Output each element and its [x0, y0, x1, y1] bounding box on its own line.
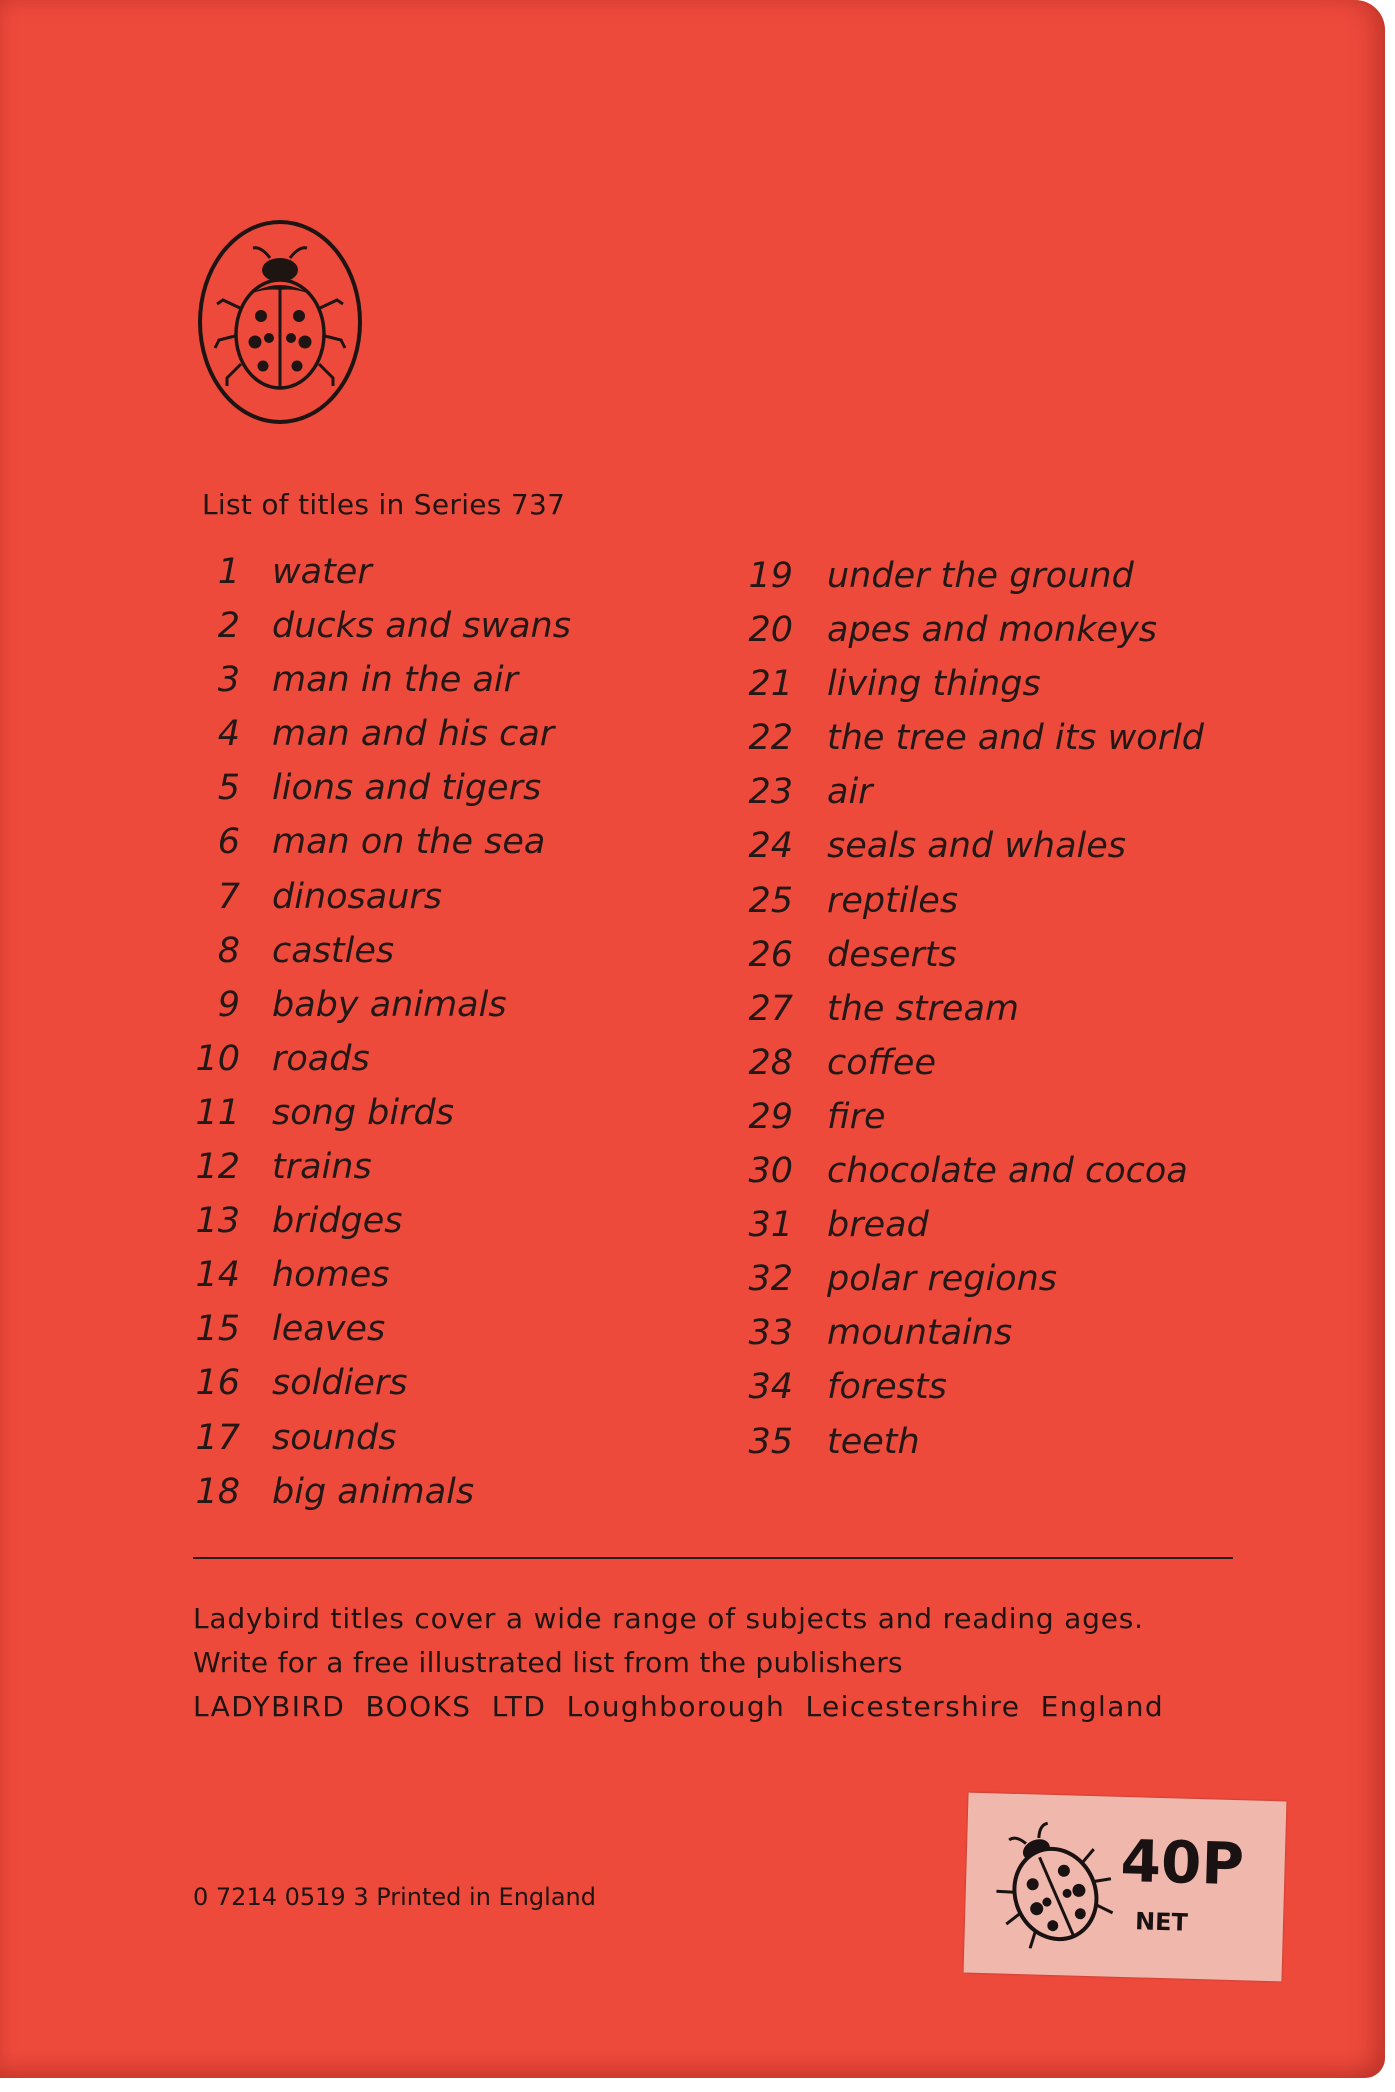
title-name: ducks and swans	[272, 606, 571, 647]
title-number: 11	[195, 1092, 240, 1133]
title-item	[186, 1363, 571, 1417]
title-number: 19	[748, 556, 793, 596]
title-number: 32	[748, 1259, 793, 1300]
title-item	[186, 1418, 571, 1472]
title-item	[186, 1309, 571, 1363]
title-number: 1	[217, 552, 240, 592]
title-name: soldiers	[272, 1363, 408, 1404]
title-item	[736, 881, 1204, 935]
publisher-address: LADYBIRD BOOKS LTD Loughborough Leicestershire England	[193, 1690, 1165, 1723]
title-number: 10	[195, 1038, 240, 1079]
title-item	[186, 1255, 571, 1309]
title-item	[736, 772, 1204, 826]
info-line-request: Write for a free illustrated list from the publishers	[193, 1646, 903, 1679]
title-name: forests	[827, 1367, 947, 1408]
title-item	[186, 1039, 571, 1093]
title-number: 22	[748, 718, 793, 759]
title-item	[736, 1097, 1204, 1151]
title-number: 4	[217, 714, 240, 755]
title-item	[736, 1043, 1204, 1097]
title-name: sounds	[272, 1417, 397, 1458]
title-item	[186, 822, 571, 876]
title-name: under the ground	[827, 556, 1134, 596]
title-name: apes and monkeys	[827, 610, 1157, 651]
info-line-subjects: Ladybird titles cover a wide range of subjects and reading ages.	[193, 1602, 1144, 1635]
title-item	[736, 664, 1204, 718]
title-number: 31	[748, 1205, 793, 1246]
price-sticker	[964, 1793, 1287, 1982]
title-number: 14	[195, 1255, 240, 1296]
title-number: 15	[195, 1309, 240, 1350]
title-name: trains	[272, 1147, 372, 1188]
title-name: living things	[827, 664, 1041, 705]
isbn-line: 0 7214 0519 3 Printed in England	[193, 1883, 596, 1911]
title-name: castles	[272, 930, 395, 971]
title-number: 35	[748, 1421, 793, 1462]
divider-rule	[193, 1557, 1233, 1559]
title-name: mountains	[827, 1313, 1013, 1354]
title-item	[736, 718, 1204, 772]
title-item	[186, 1201, 571, 1255]
title-item	[736, 935, 1204, 989]
title-name: seals and whales	[827, 826, 1127, 867]
title-item	[186, 1472, 571, 1526]
title-number: 17	[195, 1417, 240, 1458]
title-item	[186, 606, 571, 660]
title-item	[736, 1313, 1204, 1367]
title-number: 23	[748, 772, 793, 813]
series-heading: List of titles in Series 737	[202, 488, 566, 521]
title-item	[186, 714, 571, 768]
title-name: homes	[272, 1255, 390, 1296]
title-name: dinosaurs	[272, 876, 443, 917]
title-name: reptiles	[827, 880, 959, 921]
title-number: 33	[748, 1313, 793, 1354]
title-number: 27	[748, 988, 793, 1029]
title-name: roads	[272, 1038, 370, 1079]
title-item	[736, 610, 1204, 664]
title-item	[186, 877, 571, 931]
title-name: the stream	[827, 988, 1019, 1029]
title-number: 29	[748, 1096, 793, 1137]
title-number: 18	[195, 1471, 240, 1512]
ladybird-icon	[984, 1817, 1118, 1951]
title-name: big animals	[272, 1471, 475, 1512]
title-number: 26	[748, 934, 793, 975]
title-name: man on the sea	[272, 822, 546, 863]
title-name: song birds	[272, 1092, 454, 1133]
title-item	[186, 985, 571, 1039]
title-name: fire	[827, 1096, 886, 1137]
title-number: 5	[217, 768, 240, 809]
title-item	[736, 1205, 1204, 1259]
title-name: polar regions	[827, 1259, 1058, 1300]
title-number: 25	[748, 880, 793, 921]
title-name: air	[827, 772, 873, 813]
ladybird-logo-icon	[195, 218, 365, 426]
title-name: the tree and its world	[827, 718, 1205, 759]
title-item	[736, 1422, 1204, 1476]
title-name: teeth	[827, 1421, 920, 1462]
title-name: man and his car	[272, 714, 555, 755]
title-name: chocolate and cocoa	[827, 1151, 1188, 1192]
title-number: 16	[195, 1363, 240, 1404]
titles-list-right	[736, 556, 1204, 1476]
title-name: leaves	[272, 1309, 386, 1350]
title-number: 2	[217, 606, 240, 647]
price-amount: 40P	[1119, 1826, 1245, 1899]
title-item	[186, 768, 571, 822]
title-item	[736, 826, 1204, 880]
title-number: 7	[217, 876, 240, 917]
title-number: 30	[748, 1151, 793, 1192]
title-number: 24	[748, 826, 793, 867]
title-number: 28	[748, 1042, 793, 1083]
title-name: bread	[827, 1205, 929, 1246]
price-note: NET	[1134, 1907, 1189, 1937]
title-name: coffee	[827, 1042, 936, 1083]
title-number: 12	[195, 1147, 240, 1188]
title-item	[736, 1367, 1204, 1421]
title-item	[186, 931, 571, 985]
title-item	[186, 552, 571, 606]
title-item	[736, 989, 1204, 1043]
title-number: 13	[195, 1201, 240, 1242]
title-item	[186, 1093, 571, 1147]
title-number: 3	[217, 660, 240, 701]
title-item	[186, 660, 571, 714]
title-item	[736, 1259, 1204, 1313]
title-name: bridges	[272, 1201, 403, 1242]
title-number: 20	[748, 610, 793, 651]
title-name: baby animals	[272, 984, 507, 1025]
title-name: man in the air	[272, 660, 519, 701]
title-number: 6	[217, 822, 240, 863]
title-number: 21	[748, 664, 793, 705]
title-name: lions and tigers	[272, 768, 542, 809]
titles-list-left	[186, 552, 571, 1526]
title-name: water	[272, 552, 372, 592]
title-item	[736, 1151, 1204, 1205]
title-name: deserts	[827, 934, 957, 975]
title-item	[186, 1147, 571, 1201]
title-item	[736, 556, 1204, 610]
title-number: 9	[217, 984, 240, 1025]
title-number: 34	[748, 1367, 793, 1408]
title-number: 8	[217, 930, 240, 971]
